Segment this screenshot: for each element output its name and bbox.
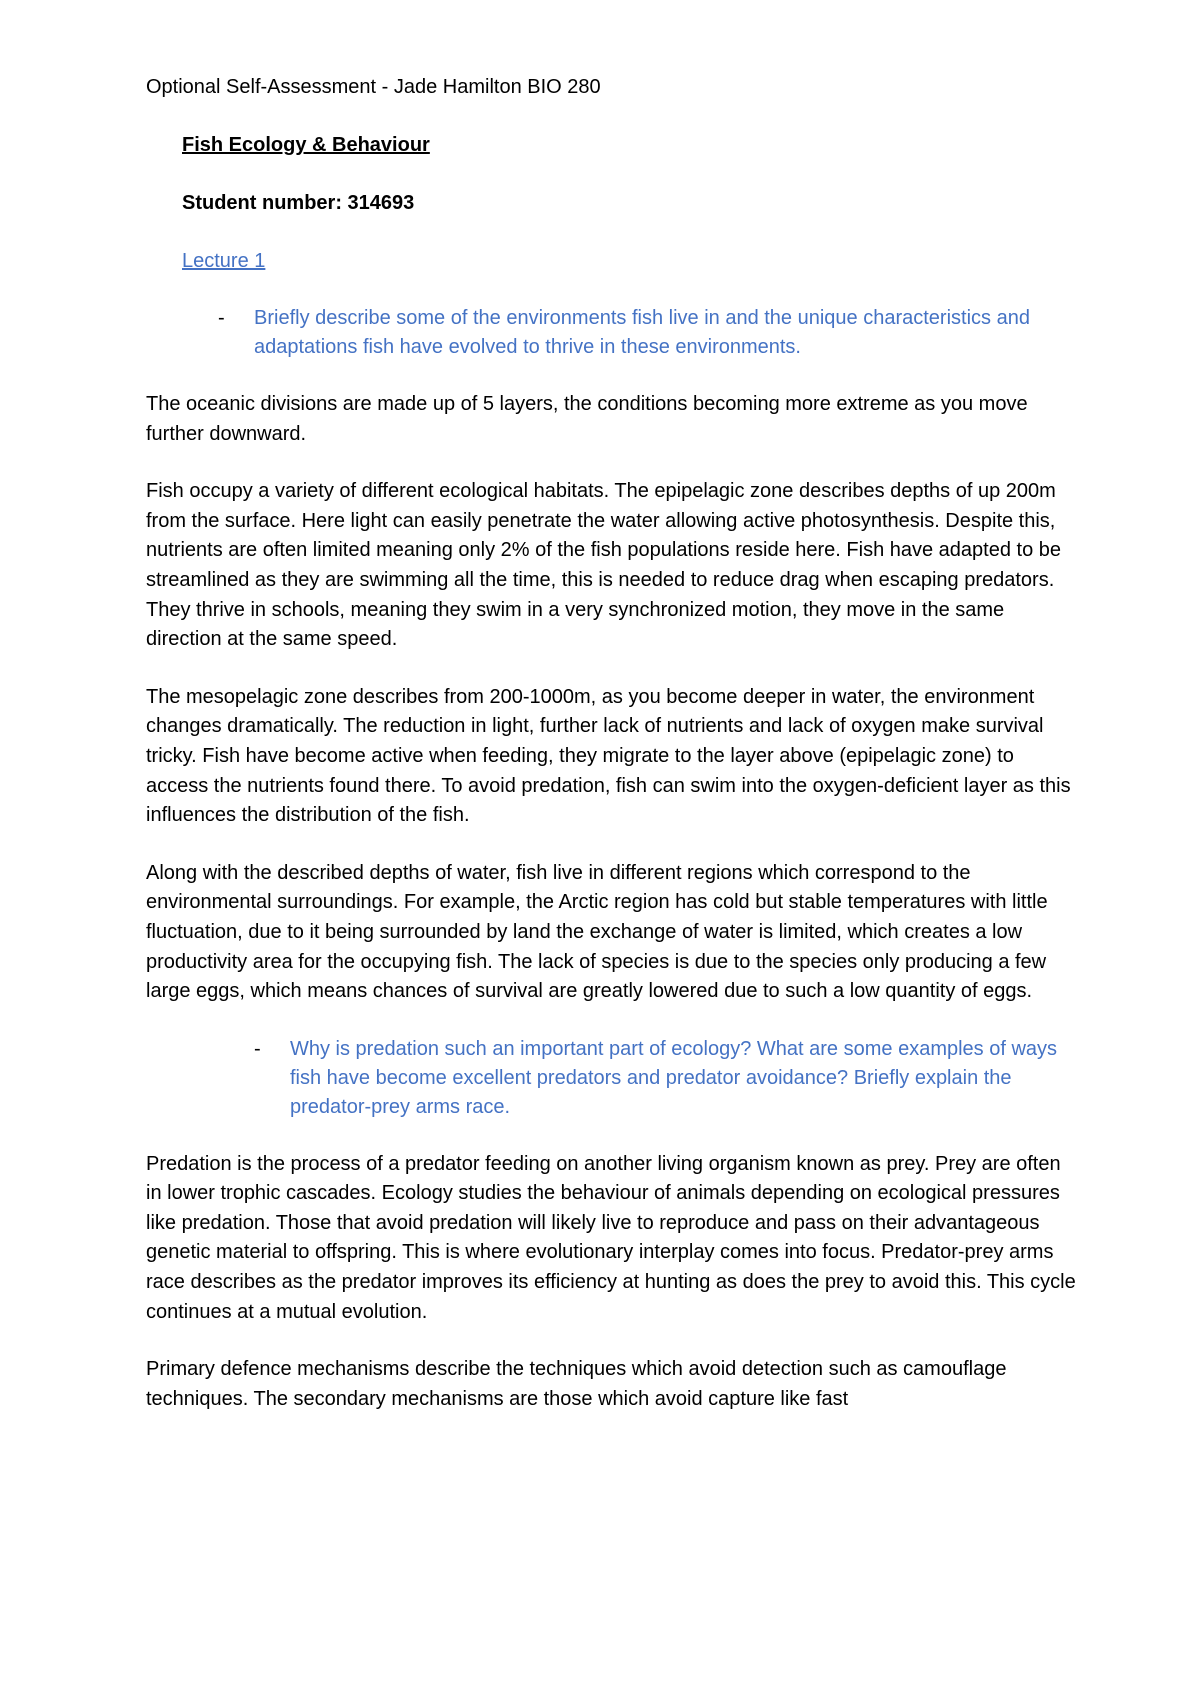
paragraph: Predation is the process of a predator feeding on another living organism known as prey. Prey are often in lower trophic cascades. Ecology studies the behaviour of animals depending on ecological pressures like predation. Those that avoid predation will likely live to reproduce and pass on their advantageous genetic material to offspring. This is where evolutionary interplay comes into focus. Predator-prey arms race describes as the predator improves its efficiency at hunting as does the prey to avoid this. This cycle continues at a mutual evolution. xyxy=(146,1152,1076,1323)
paragraph: The mesopelagic zone describes from 200-1000m, as you become deeper in water, the environment changes dramatically. The reduction in light, further lack of nutrients and lack of oxygen make survival tricky. Fish have become active when feeding, they migrate to the layer above (epipelagic zone) to access the nutrients found there. To avoid predation, fish can swim into the oxygen-deficient layer as this influences the distribution of the fish. xyxy=(146,685,1071,827)
document-header: Optional Self-Assessment - Jade Hamilton BIO 280 xyxy=(146,76,601,98)
bullet-dash: - xyxy=(254,1037,261,1060)
title-block xyxy=(182,130,1076,276)
paragraph: Along with the described depths of water, fish live in different regions which correspond to the environmental surroundings. For example, the Arctic region has cold but stable temperatures with little fluctuation, due to it being surrounded by land the exchange of water is limited, which creates a low productivity area for the occupying fish. The lack of species is due to the species only producing a few large eggs, which means chances of survival are greatly lowered due to such a low quantity of eggs. xyxy=(146,861,1048,1003)
document-content xyxy=(146,72,1076,1442)
paragraph: Fish occupy a variety of different ecological habitats. The epipelagic zone describes depths of up 200m from the surface. Here light can easily penetrate the water allowing active photosynthesis. Despite this, nutrients are often limited meaning only 2% of the fish populations reside here. Fish have adapted to be streamlined as they are swimming all the time, this is needed to reduce drag when escaping predators. They thrive in schools, meaning they swim in a very synchronized motion, they move in the same direction at the same speed. xyxy=(146,480,1062,651)
document-title: Fish Ecology & Behaviour xyxy=(182,134,430,156)
paragraph: The oceanic divisions are made up of 5 layers, the conditions becoming more extreme as you move further downward. xyxy=(146,393,1028,445)
question-1-text: Briefly describe some of the environments fish live in and the unique characteristics and adaptations fish have evolved to thrive in these environments. xyxy=(254,307,1030,358)
bullet-dash: - xyxy=(218,307,225,329)
question-2 xyxy=(254,1035,1076,1122)
paragraph: Primary defence mechanisms describe the techniques which avoid detection such as camouflage techniques. The secondary mechanisms are those which avoid capture like fast xyxy=(146,1358,1007,1410)
lecture-heading: Lecture 1 xyxy=(182,250,266,272)
question-1 xyxy=(218,304,1076,362)
student-number: Student number: 314693 xyxy=(182,192,415,214)
question-2-text: Why is predation such an important part of ecology? What are some examples of ways fish have become excellent predators and predator avoidance? Briefly explain the predator-prey arms race. xyxy=(290,1037,1058,1118)
